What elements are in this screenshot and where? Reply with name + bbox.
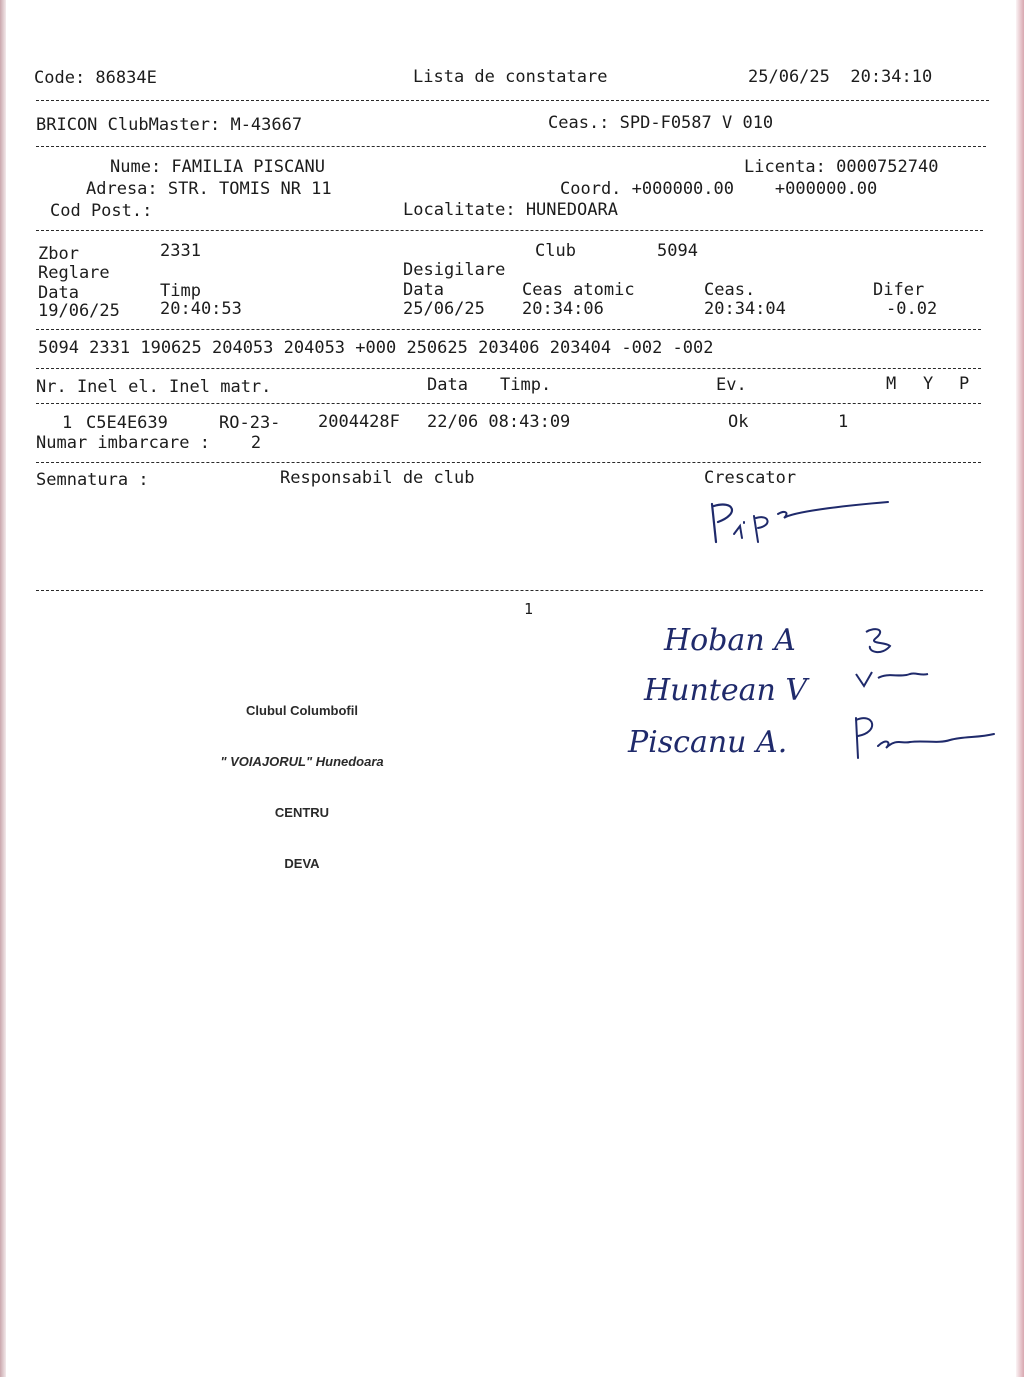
breeder-signature <box>700 492 900 552</box>
owner-name: Nume: FAMILIA PISCANU <box>110 157 325 177</box>
divider <box>36 462 981 463</box>
atomic-clock-time: 20:34:06 <box>522 299 604 319</box>
col-header-ev: Ev. <box>716 375 747 395</box>
club-number: 5094 <box>657 241 698 261</box>
owner-address: Adresa: STR. TOMIS NR 11 <box>86 179 332 199</box>
stamp-line-2: " VOIAJORUL" Hunedoara <box>220 754 384 769</box>
page-number: 1 <box>524 600 534 618</box>
handwritten-name-3: Piscanu A. <box>628 725 788 760</box>
locality: Localitate: HUNEDOARA <box>403 200 618 220</box>
divider <box>36 100 989 101</box>
flight-number: 2331 <box>160 241 201 261</box>
code-label: Code: 86834E <box>34 68 157 88</box>
row-number: 1 <box>62 413 73 433</box>
desigilare-data-label: Data <box>403 280 444 300</box>
signature-label: Semnatura : <box>36 470 149 490</box>
divider <box>36 590 983 591</box>
clock-id: Ceas.: SPD-F0587 V 010 <box>548 113 774 133</box>
col-header-y: Y <box>923 374 934 394</box>
row-date-time: 22/06 08:43:09 <box>427 412 571 432</box>
breeder-label: Crescator <box>704 468 797 488</box>
col-header-m: M <box>886 374 897 394</box>
handwritten-name-2: Huntean V <box>644 673 808 708</box>
clock-time: 20:34:04 <box>704 299 786 319</box>
postal-code: Cod Post.: <box>50 201 153 221</box>
desigilare-date: 25/06/25 <box>403 299 485 319</box>
difference-value: -0.02 <box>886 299 938 319</box>
col-header-time: Timp. <box>500 375 552 395</box>
col-header-ring: Nr. Inel el. Inel matr. <box>36 377 272 397</box>
handwritten-signatures <box>620 612 1000 782</box>
reglare-date: 19/06/25 <box>38 301 120 321</box>
club-responsible-label: Responsabil de club <box>280 468 475 488</box>
ceas-atomic-label: Ceas atomic <box>522 280 635 300</box>
divider <box>36 230 983 231</box>
stamp-line-3: CENTRU <box>274 805 330 820</box>
divider <box>36 329 981 330</box>
clubmaster-id: BRICON ClubMaster: M-43667 <box>36 115 303 135</box>
ceas-label: Ceas. <box>704 280 756 300</box>
coordinates: Coord. +000000.00 +000000.00 <box>560 179 878 199</box>
club-stamp <box>196 668 408 906</box>
difer-label: Difer <box>873 280 925 300</box>
club-label: Club <box>535 241 576 261</box>
print-datetime: 25/06/25 20:34:10 <box>748 67 933 87</box>
row-event: Ok <box>728 412 749 432</box>
row-m: 1 <box>838 412 849 432</box>
col-header-p: P <box>959 374 970 394</box>
divider <box>36 403 981 404</box>
divider <box>36 146 986 147</box>
reglare-timp-label: Timp <box>160 281 201 301</box>
divider <box>36 368 981 369</box>
flight-label: Zbor <box>38 244 79 264</box>
license-number: Licenta: 0000752740 <box>744 157 939 177</box>
summary-code-line: 5094 2331 190625 204053 204053 +000 250625 203406 203404 -002 -002 <box>38 338 714 358</box>
row-ring-electronic: C5E4E639 <box>86 413 168 433</box>
reglare-data-label: Data <box>38 283 79 303</box>
boarding-count: Numar imbarcare : 2 <box>36 433 262 453</box>
row-ring-matriculation: RO-23- <box>219 413 281 433</box>
reglare-label: Reglare <box>38 263 110 283</box>
reglare-time: 20:40:53 <box>160 299 242 319</box>
handwritten-name-1: Hoban A <box>664 623 796 658</box>
row-id: 2004428F <box>318 412 400 432</box>
page-edge-left <box>0 0 6 1377</box>
stamp-line-4: DEVA <box>284 856 320 871</box>
document-title: Lista de constatare <box>413 67 608 87</box>
page-edge-right <box>1016 0 1024 1377</box>
stamp-line-1: Clubul Columbofil <box>246 703 358 718</box>
col-header-date: Data <box>427 375 468 395</box>
desigilare-label: Desigilare <box>403 260 506 280</box>
